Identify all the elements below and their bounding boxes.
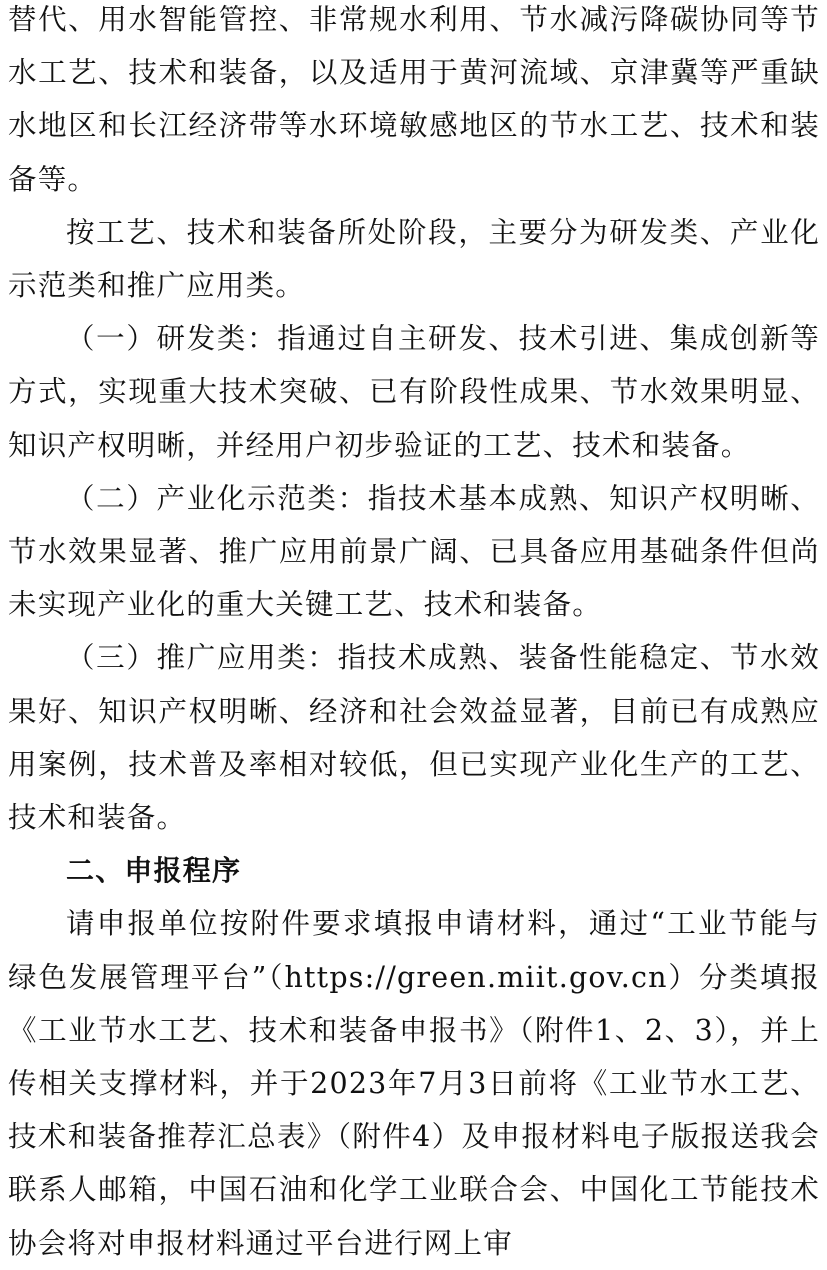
paragraph-rd-category: （一）研发类：指通过自主研发、技术引进、集成创新等方式，实现重大技术突破、已有阶段性成果、节水效果明显、知识产权明晰，并经用户初步验证的工艺、技术和装备。 — [8, 322, 820, 462]
paragraph-stage-classification: 按工艺、技术和装备所处阶段，主要分为研发类、产业化示范类和推广应用类。 — [8, 215, 820, 303]
paragraph-industrial-demo-category: （二）产业化示范类：指技术基本成熟、知识产权明晰、节水效果显著、推广应用前景广阔、已具备应用基础条件但尚未实现产业化的重大关键工艺、技术和装备。 — [8, 481, 820, 622]
paragraph-promotion-category: （三）推广应用类：指技术成熟、装备性能稳定、节水效果好、知识产权明晰、经济和社会效益显著，目前已有成熟应用案例，技术普及率相对较低，但已实现产业化生产的工艺、技术和装备。 — [8, 641, 820, 835]
document-page — [8, 0, 820, 1270]
section-heading: 二、申报程序 — [66, 854, 242, 888]
paragraph-continuation: 替代、用水智能管控、非常规水利用、节水减污降碳协同等节水工艺、技术和装备，以及适用于黄河流域、京津冀等严重缺水地区和长江经济带等水环境敏感地区的节水工艺、技术和装备等。 — [8, 3, 820, 196]
paragraph-application-procedure: 请申报单位按附件要求填报申请材料，通过“工业节能与绿色发展管理平台”（https://green.miit.gov.cn）分类填报《工业节水工艺、技术和装备申报书》（附件1、2、3），并上传相关支撑材料，并于2023年7月3日前将《工业节水工艺、技术和装备推荐汇总表》（附件4）及申报材料电子版报送我会联系人邮箱，中国石油和化学工业联合会、中国化工节能技术协会将对申报材料通过平台进行网上审 — [8, 907, 820, 1260]
